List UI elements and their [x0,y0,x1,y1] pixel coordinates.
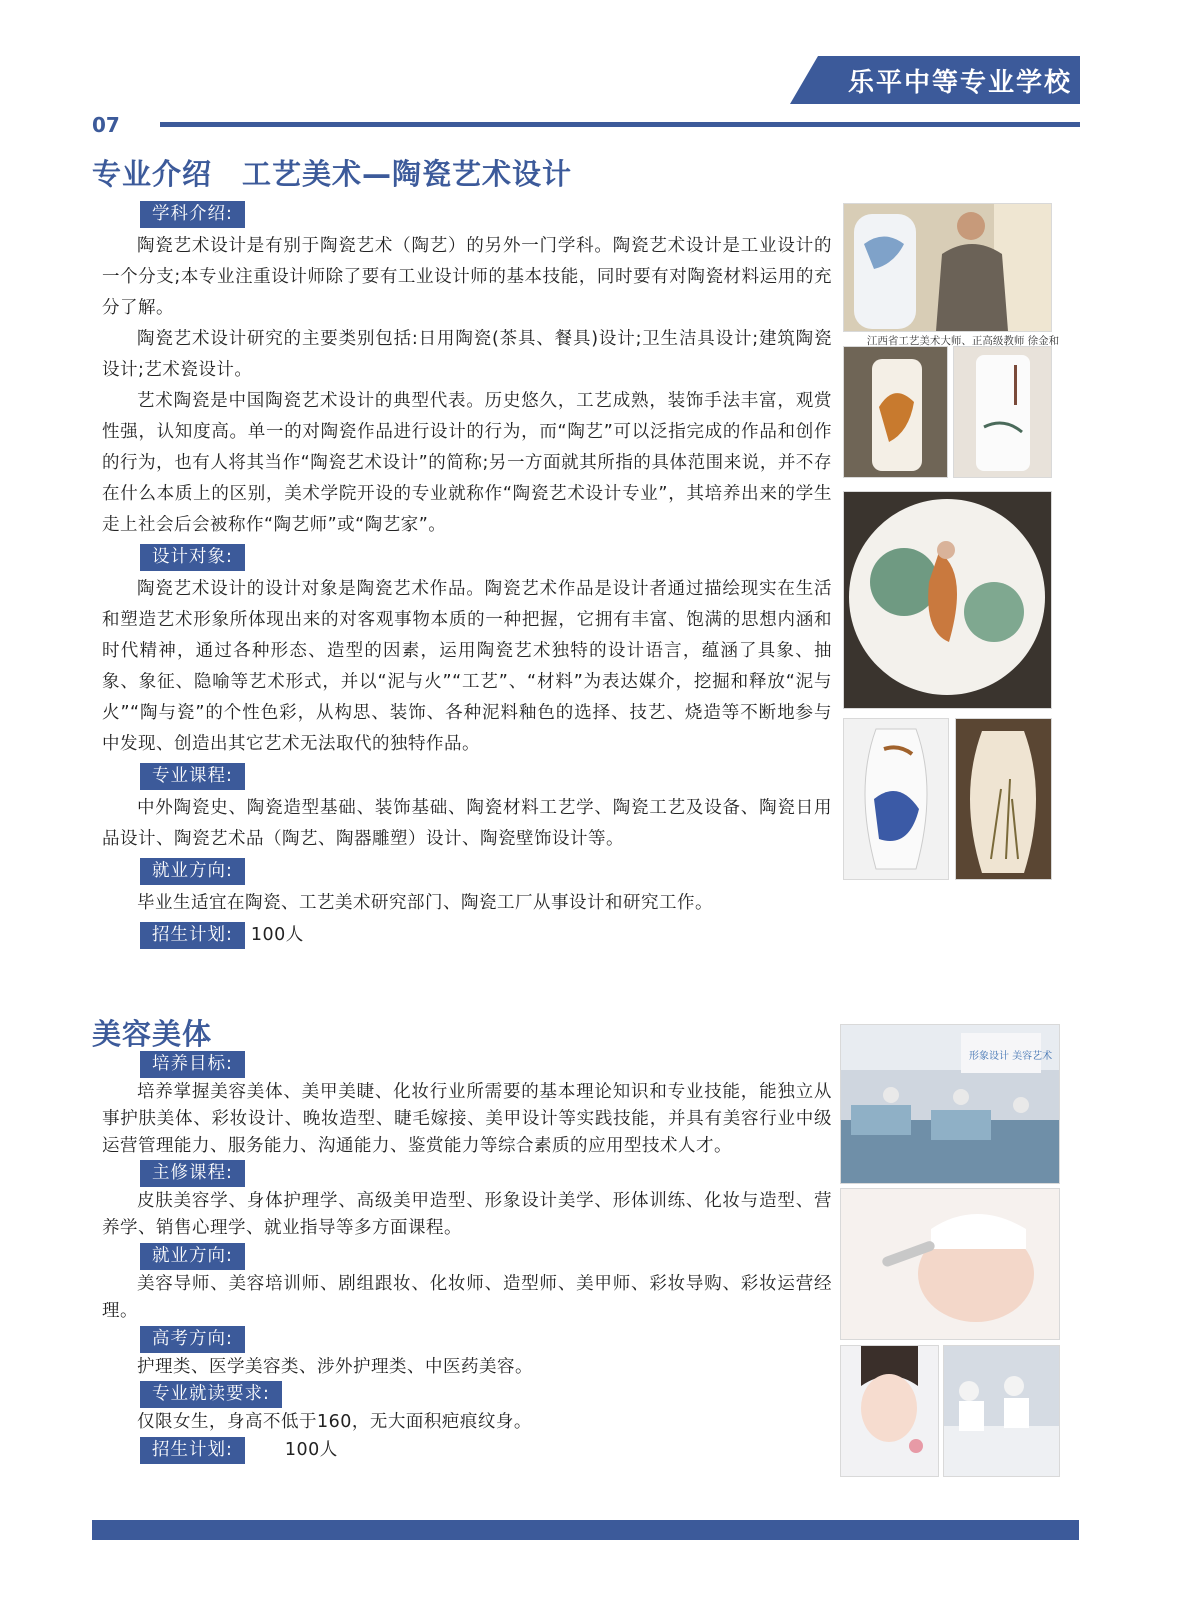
artist-painting-vase-photo [843,203,1052,332]
beauty-classroom-photo [840,1024,1060,1184]
paragraph: 中外陶瓷史、陶瓷造型基础、装饰基础、陶瓷材料工艺学、陶瓷工艺及设备、陶瓷日用品设计、陶瓷艺术品（陶艺、陶器雕塑）设计、陶瓷壁饰设计等。 [102,798,832,849]
paragraph: 培养掌握美容美体、美甲美睫、化妆行业所需要的基本理论知识和专业技能，能独立从事护肤美体、彩妆设计、晚妆造型、睫毛嫁接、美甲设计等实践技能，并具有美容行业中级运营管理能力、服务能力、沟通能力、鉴赏能力等综合素质的应用型技术人才。 [102,1082,832,1156]
model-portrait-photo [840,1345,939,1477]
enrollment-count: 100人 [284,1440,338,1461]
school-name: 乐平中等专业学校 [848,68,1073,98]
subheading-enrollment: 招生计划: [140,1437,245,1464]
section-title-ceramics: 专业介绍 工艺美术—陶瓷艺术设计 [92,157,573,191]
subheading: 就业方向: [140,858,245,885]
subheading-enrollment: 招生计划: [140,922,245,949]
paragraph: 陶瓷艺术设计的设计对象是陶瓷艺术作品。陶瓷艺术作品是设计者通过描绘现实在生活和塑造艺术形象所体现出来的对客观事物本质的一种把握，它拥有丰富、饱满的思想内涵和时代精神，通过各种形态、造型的因素，运用陶瓷艺术独特的设计语言，蕴涵了具象、抽象、象征、隐喻等艺术形式，并以“泥与火”“工艺”、“材料”为表达媒介，挖掘和释放“泥与火”“陶与瓷”的个性色彩，从构思、装饰、各种泥料釉色的选择、技艺、烧造等不断地参与中发现、创造出其它艺术无法取代的独特作品。 [102,579,832,754]
photo-caption: 江西省工艺美术大师、正高级教师 徐金和 [866,335,1060,347]
subheading: 学科介绍: [140,201,245,228]
calligraphy-vase-photo [953,346,1052,478]
paragraph: 护理类、医学美容类、涉外护理类、中医药美容。 [137,1356,533,1377]
paragraph: 仅限女生，身高不低于160，无大面积疤痕纹身。 [137,1412,532,1433]
header-rule [160,122,1080,127]
subheading: 就业方向: [140,1243,245,1270]
subheading: 专业课程: [140,763,245,790]
classroom-banner-text: 形象设计 美容艺术 [969,1051,1053,1062]
paragraph: 艺术陶瓷是中国陶瓷艺术设计的典型代表。历史悠久，工艺成熟，装饰手法丰富，观赏性强，认知度高。单一的对陶瓷作品进行设计的行为，而“陶艺”可以泛指完成的作品和创作的行为，也有人将其当作“陶瓷艺术设计”的简称;另一方面就其所指的具体范围来说，并不存在什么本质上的区别，美术学院开设的专业就称作“陶瓷艺术设计专业”，其培养出来的学生走上社会后会被称作“陶艺师”或“陶艺家”。 [102,391,832,535]
section-title-beauty: 美容美体 [92,1017,213,1051]
page-number: 07 [92,113,120,137]
manicure-class-photo [943,1345,1060,1477]
subheading: 培养目标: [140,1051,245,1078]
enrollment-count: 100人 [250,925,304,945]
subheading: 主修课程: [140,1160,245,1187]
footer-bar [92,1520,1079,1540]
subheading: 设计对象: [140,544,245,571]
paragraph: 陶瓷艺术设计是有别于陶瓷艺术（陶艺）的另外一门学科。陶瓷艺术设计是工业设计的一个分支;本专业注重设计师除了要有工业设计师的基本技能，同时要有对陶瓷材料运用的充分了解。 [102,236,832,318]
paragraph: 美容导师、美容培训师、剧组跟妆、化妆师、造型师、美甲师、彩妆导购、彩妆运营经理。 [102,1273,832,1321]
facial-treatment-photo [840,1188,1060,1340]
paragraph: 陶瓷艺术设计研究的主要类别包括:日用陶瓷(茶具、餐具)设计;卫生洁具设计;建筑陶瓷设计;艺术瓷设计。 [102,329,832,380]
reed-vase-photo [955,718,1052,880]
paragraph: 毕业生适宜在陶瓷、工艺美术研究部门、陶瓷工厂从事设计和研究工作。 [137,893,713,913]
subheading: 高考方向: [140,1326,245,1353]
decorative-plate-photo [843,491,1052,709]
section-body-ceramics [102,198,832,952]
paragraph: 皮肤美容学、身体护理学、高级美甲造型、形象设计美学、形体训练、化妆与造型、营养学、销售心理学、就业指导等多方面课程。 [102,1191,832,1239]
section-body-beauty [102,1050,832,1465]
subheading: 专业就读要求: [140,1381,282,1408]
tiger-vase-photo [843,346,948,478]
blue-horse-vase-photo [843,718,949,880]
